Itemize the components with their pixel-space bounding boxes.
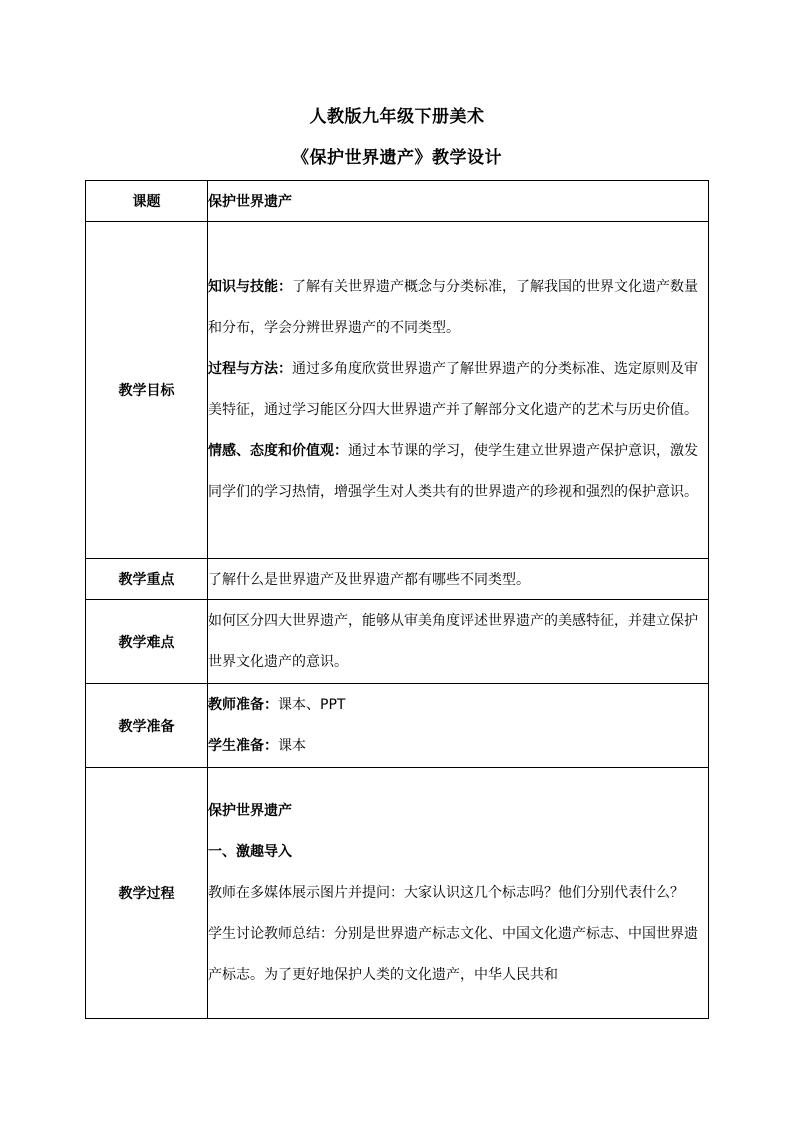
goal-process-text: 通过多角度欣赏世界遗产了解世界遗产的分类标准、选定原则及审美特征，通过学习能区分四大世界遗产并了解部分文化遗产的艺术与历史价值。	[208, 361, 698, 418]
table-row-topic	[86, 181, 709, 222]
document-subtitle: 《保护世界遗产》教学设计	[292, 148, 502, 168]
key-points-label: 教学重点	[86, 559, 208, 600]
goal-knowledge	[208, 267, 708, 349]
preparation-label: 教学准备	[86, 684, 208, 768]
topic-value-cell	[208, 181, 709, 222]
goal-emotion	[208, 431, 708, 513]
preparation-cell	[208, 684, 709, 768]
topic-value: 保护世界遗产	[208, 194, 292, 210]
difficulties-label: 教学难点	[86, 600, 208, 684]
goal-emotion-label: 情感、态度和价值观：	[208, 443, 348, 459]
document-title: 人教版九年级下册美术	[309, 107, 485, 127]
key-points-value: 了解什么是世界遗产及世界遗产都有哪些不同类型。	[208, 559, 709, 600]
table-row-process	[86, 768, 709, 1019]
difficulties-cell	[208, 600, 709, 684]
teacher-preparation-value: 课本、PPT	[278, 696, 346, 713]
student-preparation-label: 学生准备：	[208, 737, 278, 754]
student-preparation	[208, 726, 708, 767]
goal-process-label: 过程与方法：	[208, 361, 292, 377]
table-row-key-points	[86, 559, 709, 600]
process-cell	[208, 768, 709, 1019]
table-row-preparation	[86, 684, 709, 768]
goal-knowledge-text: 了解有关世界遗产概念与分类标准，了解我国的世界文化遗产数量和分布，学会分辨世界遗产的不同类型。	[208, 279, 698, 336]
goal-process	[208, 349, 708, 431]
table-row-goals	[86, 222, 709, 559]
process-paragraph-1: 教师在多媒体展示图片并提问：大家认识这几个标志吗？他们分别代表什么？	[208, 884, 684, 901]
lesson-plan-table	[85, 180, 709, 1019]
goal-emotion-text: 通过本节课的学习，使学生建立世界遗产保护意识，激发同学们的学习热情，增强学生对人类共有的世界遗产的珍视和强烈的保护意识。	[208, 443, 698, 500]
student-preparation-value: 课本	[278, 737, 306, 754]
goals-label: 教学目标	[86, 222, 208, 559]
table-row-difficulties	[86, 600, 709, 684]
process-label: 教学过程	[86, 768, 208, 1019]
teacher-preparation-label: 教师准备：	[208, 696, 278, 713]
process-section-intro: 一、激趣导入	[208, 843, 292, 860]
goals-cell	[208, 222, 709, 559]
teacher-preparation	[208, 685, 708, 726]
goal-knowledge-label: 知识与技能：	[208, 279, 292, 295]
topic-label: 课题	[86, 181, 208, 222]
difficulties-value: 如何区分四大世界遗产，能够从审美角度评述世界遗产的美感特征，并建立保护世界文化遗产的意识。	[208, 612, 698, 670]
process-paragraph-2: 学生讨论教师总结：分别是世界遗产标志文化、中国文化遗产标志、中国世界遗产标志。为了更好地保护人类的文化遗产，中华人民共和	[208, 925, 698, 983]
process-heading: 保护世界遗产	[208, 802, 292, 819]
